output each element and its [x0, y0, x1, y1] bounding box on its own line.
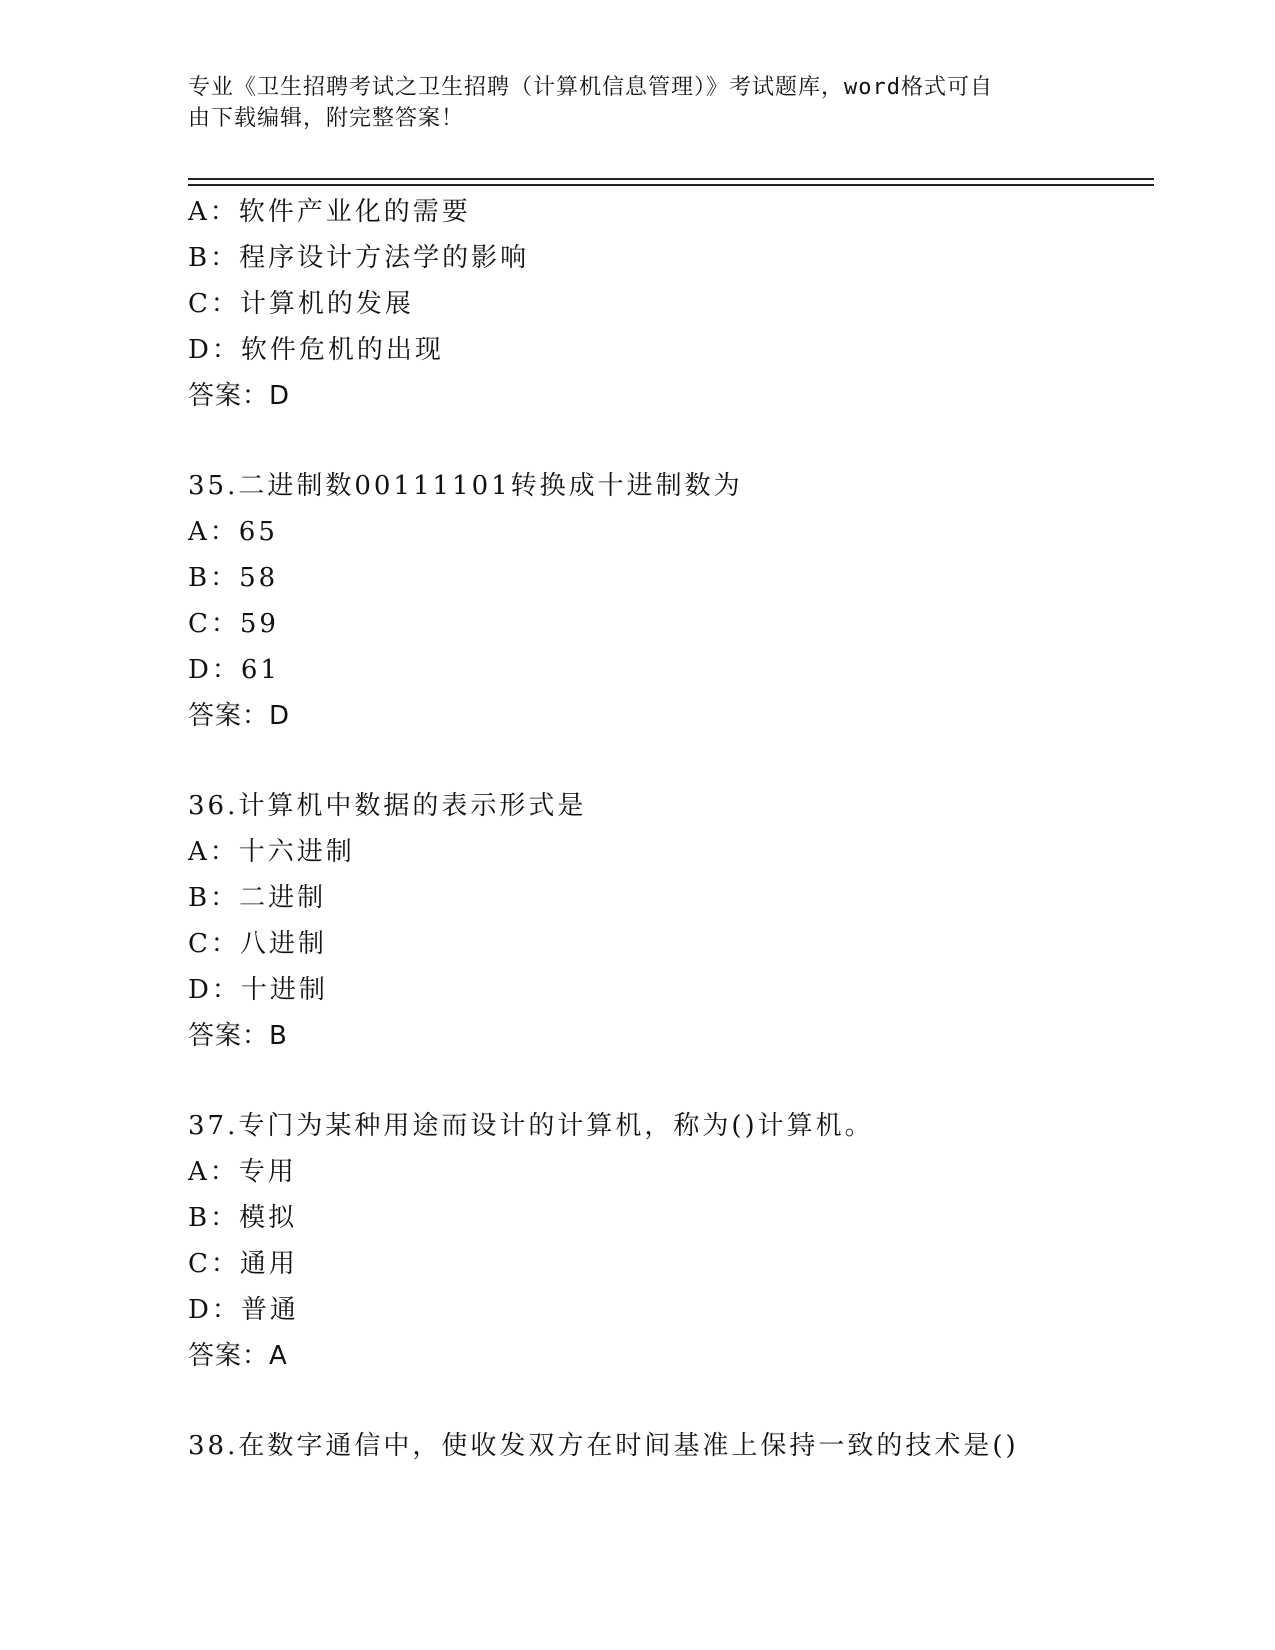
header-divider-bottom — [188, 184, 1154, 186]
option-b: B：二进制 — [188, 883, 327, 913]
option-a: A：专用 — [188, 1157, 297, 1187]
answer: 答案：D — [188, 381, 291, 411]
option-a: A：十六进制 — [188, 837, 355, 867]
question-block-37 — [188, 1103, 1148, 1379]
question-list — [188, 189, 1148, 1469]
header-line-2: 由下载编辑，附完整答案！ — [188, 106, 465, 131]
option-b: B：58 — [188, 563, 279, 593]
option-a: A：软件产业化的需要 — [188, 197, 471, 227]
answer: 答案：A — [188, 1341, 288, 1371]
question-block-35 — [188, 463, 1148, 739]
header-line-1: 专业《卫生招聘考试之卫生招聘（计算机信息管理）》考试题库，word格式可自 — [188, 75, 993, 100]
option-c: C：计算机的发展 — [188, 289, 414, 319]
answer: 答案：B — [188, 1021, 288, 1051]
option-c: C：八进制 — [188, 929, 327, 959]
option-b: B：模拟 — [188, 1203, 298, 1233]
answer: 答案：D — [188, 701, 291, 731]
option-c: C：59 — [188, 609, 279, 639]
option-d: D：十进制 — [188, 975, 328, 1005]
question-stem: 38.在数字通信中，使收发双方在时间基准上保持一致的技术是() — [188, 1431, 1019, 1461]
question-stem: 35.二进制数00111101转换成十进制数为 — [188, 471, 743, 501]
question-block-previous — [188, 189, 1148, 419]
document-header — [188, 72, 1068, 134]
option-c: C：通用 — [188, 1249, 298, 1279]
question-block-36 — [188, 783, 1148, 1059]
question-block-38 — [188, 1423, 1148, 1469]
option-d: D：61 — [188, 655, 280, 685]
option-d: D：软件危机的出现 — [188, 335, 444, 365]
header-divider-top — [188, 178, 1154, 180]
option-a: A：65 — [188, 517, 278, 547]
option-b: B：程序设计方法学的影响 — [188, 243, 530, 273]
question-stem: 36.计算机中数据的表示形式是 — [188, 791, 587, 821]
option-d: D：普通 — [188, 1295, 299, 1325]
question-stem: 37.专门为某种用途而设计的计算机，称为()计算机。 — [188, 1111, 874, 1141]
